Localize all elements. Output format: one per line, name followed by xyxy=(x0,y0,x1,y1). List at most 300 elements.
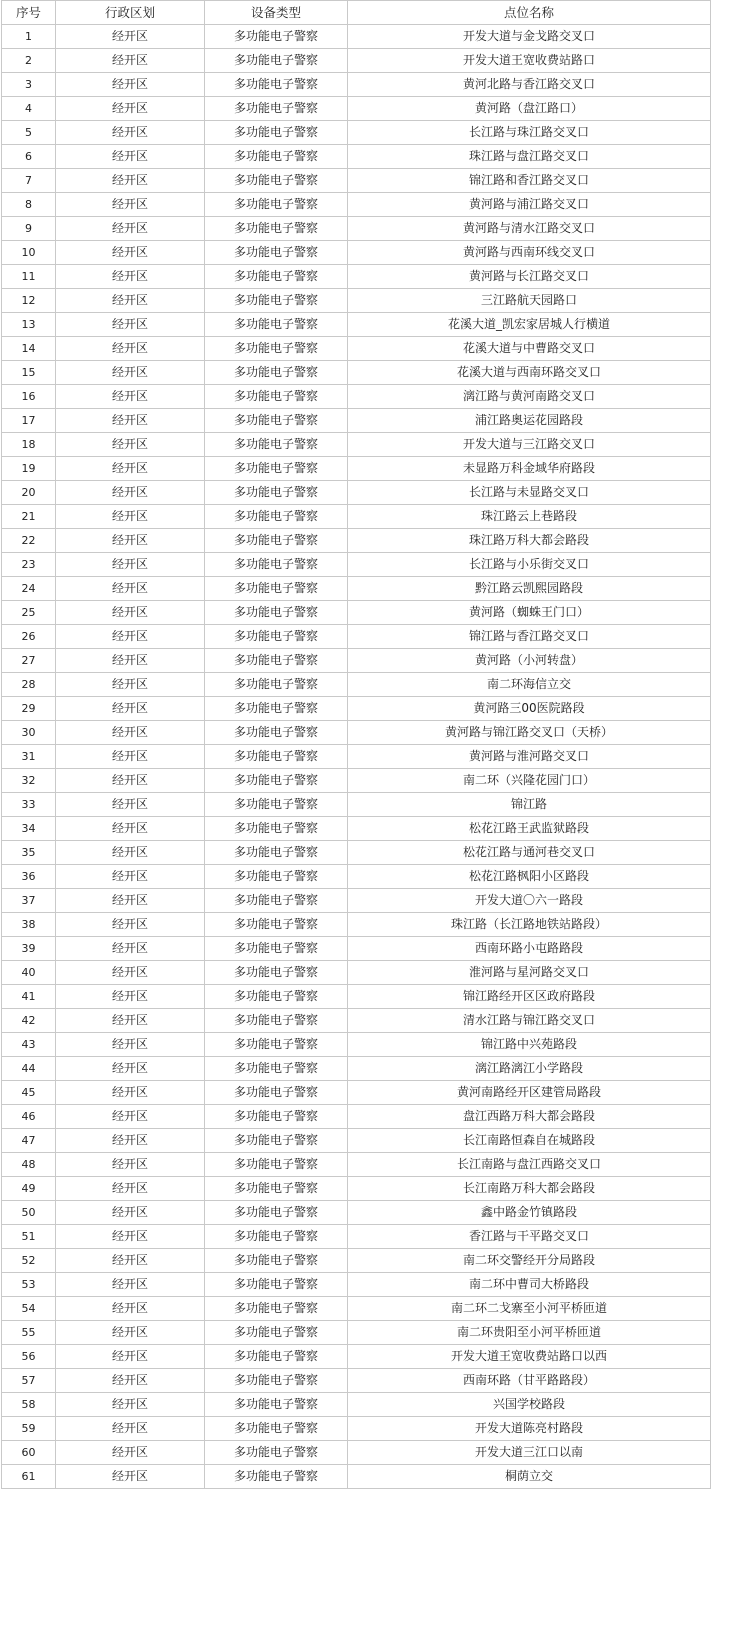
table-row xyxy=(2,1465,711,1489)
cell-location-name: 西南环路（甘平路路段） xyxy=(348,1369,711,1393)
cell-device-type: 多功能电子警察 xyxy=(205,769,348,793)
table-row xyxy=(2,601,711,625)
camera-location-table xyxy=(1,0,711,1489)
cell-district: 经开区 xyxy=(56,1297,205,1321)
cell-device-type: 多功能电子警察 xyxy=(205,193,348,217)
cell-location-name: 黄河路（盘江路口） xyxy=(348,97,711,121)
cell-location-name: 松花江路王武监狱路段 xyxy=(348,817,711,841)
cell-location-name: 南二环二戈寨至小河平桥匝道 xyxy=(348,1297,711,1321)
table-row xyxy=(2,385,711,409)
cell-serial-number: 37 xyxy=(2,889,56,913)
cell-location-name: 盘江西路万科大都会路段 xyxy=(348,1105,711,1129)
cell-device-type: 多功能电子警察 xyxy=(205,793,348,817)
cell-device-type: 多功能电子警察 xyxy=(205,817,348,841)
cell-serial-number: 25 xyxy=(2,601,56,625)
cell-location-name: 黄河南路经开区建管局路段 xyxy=(348,1081,711,1105)
cell-device-type: 多功能电子警察 xyxy=(205,1081,348,1105)
cell-serial-number: 11 xyxy=(2,265,56,289)
cell-district: 经开区 xyxy=(56,1345,205,1369)
cell-location-name: 锦江路和香江路交叉口 xyxy=(348,169,711,193)
cell-serial-number: 55 xyxy=(2,1321,56,1345)
table-row xyxy=(2,577,711,601)
cell-district: 经开区 xyxy=(56,1393,205,1417)
cell-serial-number: 48 xyxy=(2,1153,56,1177)
cell-location-name: 清水江路与锦江路交叉口 xyxy=(348,1009,711,1033)
cell-district: 经开区 xyxy=(56,889,205,913)
cell-serial-number: 8 xyxy=(2,193,56,217)
cell-location-name: 长江路与小乐街交叉口 xyxy=(348,553,711,577)
cell-serial-number: 57 xyxy=(2,1369,56,1393)
cell-serial-number: 17 xyxy=(2,409,56,433)
header-district: 行政区划 xyxy=(56,1,205,25)
cell-location-name: 浦江路奥运花园路段 xyxy=(348,409,711,433)
cell-serial-number: 51 xyxy=(2,1225,56,1249)
cell-location-name: 长江南路恒森自在城路段 xyxy=(348,1129,711,1153)
cell-district: 经开区 xyxy=(56,241,205,265)
cell-serial-number: 19 xyxy=(2,457,56,481)
table-row xyxy=(2,769,711,793)
cell-location-name: 锦江路中兴苑路段 xyxy=(348,1033,711,1057)
table-row xyxy=(2,241,711,265)
cell-serial-number: 28 xyxy=(2,673,56,697)
cell-location-name: 锦江路与香江路交叉口 xyxy=(348,625,711,649)
cell-location-name: 黄河路与长江路交叉口 xyxy=(348,265,711,289)
cell-district: 经开区 xyxy=(56,313,205,337)
cell-device-type: 多功能电子警察 xyxy=(205,25,348,49)
cell-serial-number: 56 xyxy=(2,1345,56,1369)
cell-location-name: 花溪大道与西南环路交叉口 xyxy=(348,361,711,385)
cell-location-name: 开发大道三江口以南 xyxy=(348,1441,711,1465)
cell-location-name: 花溪大道与中曹路交叉口 xyxy=(348,337,711,361)
table-row xyxy=(2,793,711,817)
table-row xyxy=(2,1129,711,1153)
cell-district: 经开区 xyxy=(56,625,205,649)
cell-location-name: 珠江路（长江路地铁站路段） xyxy=(348,913,711,937)
cell-serial-number: 4 xyxy=(2,97,56,121)
table-row xyxy=(2,937,711,961)
cell-location-name: 黄河路（小河转盘） xyxy=(348,649,711,673)
cell-district: 经开区 xyxy=(56,385,205,409)
table-row xyxy=(2,649,711,673)
cell-serial-number: 53 xyxy=(2,1273,56,1297)
cell-district: 经开区 xyxy=(56,1249,205,1273)
table-row xyxy=(2,433,711,457)
table-row xyxy=(2,1081,711,1105)
cell-district: 经开区 xyxy=(56,1465,205,1489)
cell-district: 经开区 xyxy=(56,265,205,289)
cell-location-name: 黄河路三00医院路段 xyxy=(348,697,711,721)
cell-location-name: 香江路与干平路交叉口 xyxy=(348,1225,711,1249)
cell-serial-number: 49 xyxy=(2,1177,56,1201)
cell-district: 经开区 xyxy=(56,1057,205,1081)
cell-serial-number: 35 xyxy=(2,841,56,865)
cell-device-type: 多功能电子警察 xyxy=(205,745,348,769)
table-body xyxy=(2,25,711,1489)
cell-device-type: 多功能电子警察 xyxy=(205,337,348,361)
cell-device-type: 多功能电子警察 xyxy=(205,1369,348,1393)
cell-device-type: 多功能电子警察 xyxy=(205,145,348,169)
table-row xyxy=(2,913,711,937)
cell-district: 经开区 xyxy=(56,961,205,985)
cell-location-name: 黄河北路与香江路交叉口 xyxy=(348,73,711,97)
cell-device-type: 多功能电子警察 xyxy=(205,313,348,337)
cell-district: 经开区 xyxy=(56,1201,205,1225)
cell-district: 经开区 xyxy=(56,25,205,49)
cell-location-name: 黄河路（蜘蛛王门口） xyxy=(348,601,711,625)
table-row xyxy=(2,745,711,769)
header-device-type: 设备类型 xyxy=(205,1,348,25)
cell-district: 经开区 xyxy=(56,1441,205,1465)
cell-device-type: 多功能电子警察 xyxy=(205,889,348,913)
cell-location-name: 西南环路小屯路路段 xyxy=(348,937,711,961)
cell-device-type: 多功能电子警察 xyxy=(205,937,348,961)
cell-district: 经开区 xyxy=(56,409,205,433)
table-row xyxy=(2,49,711,73)
cell-serial-number: 6 xyxy=(2,145,56,169)
cell-district: 经开区 xyxy=(56,769,205,793)
cell-district: 经开区 xyxy=(56,49,205,73)
cell-district: 经开区 xyxy=(56,361,205,385)
cell-device-type: 多功能电子警察 xyxy=(205,649,348,673)
cell-serial-number: 31 xyxy=(2,745,56,769)
cell-serial-number: 43 xyxy=(2,1033,56,1057)
cell-district: 经开区 xyxy=(56,985,205,1009)
cell-serial-number: 10 xyxy=(2,241,56,265)
cell-district: 经开区 xyxy=(56,553,205,577)
cell-device-type: 多功能电子警察 xyxy=(205,289,348,313)
cell-district: 经开区 xyxy=(56,1009,205,1033)
cell-district: 经开区 xyxy=(56,433,205,457)
cell-location-name: 兴国学校路段 xyxy=(348,1393,711,1417)
table-row xyxy=(2,1009,711,1033)
table-row xyxy=(2,169,711,193)
table-row xyxy=(2,1033,711,1057)
cell-device-type: 多功能电子警察 xyxy=(205,1297,348,1321)
cell-serial-number: 42 xyxy=(2,1009,56,1033)
cell-district: 经开区 xyxy=(56,1081,205,1105)
cell-location-name: 黔江路云凯熙园路段 xyxy=(348,577,711,601)
cell-device-type: 多功能电子警察 xyxy=(205,1057,348,1081)
table-row xyxy=(2,1201,711,1225)
cell-serial-number: 38 xyxy=(2,913,56,937)
cell-serial-number: 5 xyxy=(2,121,56,145)
table-row xyxy=(2,1249,711,1273)
table-row xyxy=(2,193,711,217)
cell-device-type: 多功能电子警察 xyxy=(205,97,348,121)
cell-district: 经开区 xyxy=(56,601,205,625)
cell-device-type: 多功能电子警察 xyxy=(205,1177,348,1201)
cell-device-type: 多功能电子警察 xyxy=(205,865,348,889)
cell-serial-number: 15 xyxy=(2,361,56,385)
table-row xyxy=(2,481,711,505)
cell-location-name: 鑫中路金竹镇路段 xyxy=(348,1201,711,1225)
cell-district: 经开区 xyxy=(56,793,205,817)
table-row xyxy=(2,1153,711,1177)
cell-location-name: 三江路航天园路口 xyxy=(348,289,711,313)
cell-district: 经开区 xyxy=(56,1369,205,1393)
cell-device-type: 多功能电子警察 xyxy=(205,961,348,985)
cell-location-name: 漓江路漓江小学路段 xyxy=(348,1057,711,1081)
table-row xyxy=(2,985,711,1009)
cell-device-type: 多功能电子警察 xyxy=(205,1465,348,1489)
cell-serial-number: 22 xyxy=(2,529,56,553)
cell-device-type: 多功能电子警察 xyxy=(205,481,348,505)
cell-device-type: 多功能电子警察 xyxy=(205,1273,348,1297)
cell-device-type: 多功能电子警察 xyxy=(205,1441,348,1465)
cell-serial-number: 50 xyxy=(2,1201,56,1225)
cell-district: 经开区 xyxy=(56,841,205,865)
cell-district: 经开区 xyxy=(56,697,205,721)
table-row xyxy=(2,505,711,529)
cell-serial-number: 33 xyxy=(2,793,56,817)
table-row xyxy=(2,265,711,289)
cell-district: 经开区 xyxy=(56,721,205,745)
cell-location-name: 黄河路与锦江路交叉口（天桥） xyxy=(348,721,711,745)
cell-district: 经开区 xyxy=(56,457,205,481)
cell-device-type: 多功能电子警察 xyxy=(205,1153,348,1177)
cell-device-type: 多功能电子警察 xyxy=(205,1345,348,1369)
cell-district: 经开区 xyxy=(56,865,205,889)
table-row xyxy=(2,1177,711,1201)
cell-serial-number: 46 xyxy=(2,1105,56,1129)
table-row xyxy=(2,1345,711,1369)
table-row xyxy=(2,673,711,697)
cell-device-type: 多功能电子警察 xyxy=(205,1033,348,1057)
cell-district: 经开区 xyxy=(56,649,205,673)
cell-district: 经开区 xyxy=(56,913,205,937)
cell-serial-number: 16 xyxy=(2,385,56,409)
table-row xyxy=(2,889,711,913)
table-row xyxy=(2,1393,711,1417)
table-row xyxy=(2,1441,711,1465)
cell-location-name: 松花江路与通河巷交叉口 xyxy=(348,841,711,865)
cell-location-name: 桐荫立交 xyxy=(348,1465,711,1489)
cell-device-type: 多功能电子警察 xyxy=(205,1393,348,1417)
cell-location-name: 珠江路云上巷路段 xyxy=(348,505,711,529)
table-row xyxy=(2,361,711,385)
cell-district: 经开区 xyxy=(56,121,205,145)
table-row xyxy=(2,145,711,169)
cell-device-type: 多功能电子警察 xyxy=(205,601,348,625)
cell-device-type: 多功能电子警察 xyxy=(205,553,348,577)
table-row xyxy=(2,865,711,889)
cell-serial-number: 26 xyxy=(2,625,56,649)
cell-serial-number: 2 xyxy=(2,49,56,73)
cell-serial-number: 27 xyxy=(2,649,56,673)
cell-district: 经开区 xyxy=(56,73,205,97)
cell-location-name: 珠江路万科大都会路段 xyxy=(348,529,711,553)
cell-device-type: 多功能电子警察 xyxy=(205,697,348,721)
cell-serial-number: 20 xyxy=(2,481,56,505)
table-row xyxy=(2,553,711,577)
table-row xyxy=(2,1297,711,1321)
cell-serial-number: 12 xyxy=(2,289,56,313)
table-row xyxy=(2,409,711,433)
cell-location-name: 长江路与珠江路交叉口 xyxy=(348,121,711,145)
cell-serial-number: 34 xyxy=(2,817,56,841)
cell-location-name: 黄河路与浦江路交叉口 xyxy=(348,193,711,217)
table-row xyxy=(2,1225,711,1249)
table-row xyxy=(2,817,711,841)
cell-serial-number: 23 xyxy=(2,553,56,577)
table-row xyxy=(2,121,711,145)
cell-location-name: 南二环（兴隆花园门口） xyxy=(348,769,711,793)
cell-district: 经开区 xyxy=(56,481,205,505)
cell-location-name: 黄河路与西南环线交叉口 xyxy=(348,241,711,265)
cell-device-type: 多功能电子警察 xyxy=(205,505,348,529)
cell-location-name: 花溪大道_凯宏家居城人行横道 xyxy=(348,313,711,337)
cell-serial-number: 7 xyxy=(2,169,56,193)
cell-district: 经开区 xyxy=(56,169,205,193)
table-row xyxy=(2,961,711,985)
header-serial-number: 序号 xyxy=(2,1,56,25)
cell-serial-number: 59 xyxy=(2,1417,56,1441)
cell-location-name: 开发大道〇六一路段 xyxy=(348,889,711,913)
table-row xyxy=(2,97,711,121)
table-row xyxy=(2,313,711,337)
cell-serial-number: 32 xyxy=(2,769,56,793)
cell-device-type: 多功能电子警察 xyxy=(205,1201,348,1225)
cell-device-type: 多功能电子警察 xyxy=(205,1009,348,1033)
cell-device-type: 多功能电子警察 xyxy=(205,1129,348,1153)
cell-device-type: 多功能电子警察 xyxy=(205,1321,348,1345)
table-row xyxy=(2,1273,711,1297)
table-row xyxy=(2,697,711,721)
cell-location-name: 开发大道与金戈路交叉口 xyxy=(348,25,711,49)
cell-location-name: 长江南路与盘江西路交叉口 xyxy=(348,1153,711,1177)
cell-device-type: 多功能电子警察 xyxy=(205,529,348,553)
cell-district: 经开区 xyxy=(56,217,205,241)
cell-location-name: 开发大道陈亮村路段 xyxy=(348,1417,711,1441)
cell-device-type: 多功能电子警察 xyxy=(205,625,348,649)
cell-district: 经开区 xyxy=(56,193,205,217)
cell-district: 经开区 xyxy=(56,577,205,601)
table-row xyxy=(2,1105,711,1129)
table-header-row xyxy=(2,1,711,25)
cell-location-name: 珠江路与盘江路交叉口 xyxy=(348,145,711,169)
cell-serial-number: 18 xyxy=(2,433,56,457)
cell-serial-number: 24 xyxy=(2,577,56,601)
cell-location-name: 开发大道王宽收费站路口 xyxy=(348,49,711,73)
cell-serial-number: 52 xyxy=(2,1249,56,1273)
cell-serial-number: 40 xyxy=(2,961,56,985)
cell-district: 经开区 xyxy=(56,1177,205,1201)
cell-serial-number: 36 xyxy=(2,865,56,889)
cell-device-type: 多功能电子警察 xyxy=(205,985,348,1009)
cell-device-type: 多功能电子警察 xyxy=(205,73,348,97)
cell-district: 经开区 xyxy=(56,1321,205,1345)
cell-serial-number: 21 xyxy=(2,505,56,529)
cell-location-name: 开发大道与三江路交叉口 xyxy=(348,433,711,457)
cell-serial-number: 3 xyxy=(2,73,56,97)
cell-district: 经开区 xyxy=(56,673,205,697)
cell-serial-number: 14 xyxy=(2,337,56,361)
header-location-name: 点位名称 xyxy=(348,1,711,25)
cell-location-name: 淮河路与星河路交叉口 xyxy=(348,961,711,985)
cell-device-type: 多功能电子警察 xyxy=(205,577,348,601)
cell-serial-number: 41 xyxy=(2,985,56,1009)
cell-device-type: 多功能电子警察 xyxy=(205,457,348,481)
cell-device-type: 多功能电子警察 xyxy=(205,1105,348,1129)
cell-location-name: 锦江路 xyxy=(348,793,711,817)
cell-device-type: 多功能电子警察 xyxy=(205,385,348,409)
cell-district: 经开区 xyxy=(56,745,205,769)
cell-device-type: 多功能电子警察 xyxy=(205,433,348,457)
table-row xyxy=(2,73,711,97)
cell-location-name: 长江路与未显路交叉口 xyxy=(348,481,711,505)
cell-serial-number: 61 xyxy=(2,1465,56,1489)
table-row xyxy=(2,841,711,865)
cell-location-name: 南二环交警经开分局路段 xyxy=(348,1249,711,1273)
table-row xyxy=(2,289,711,313)
cell-district: 经开区 xyxy=(56,1129,205,1153)
cell-device-type: 多功能电子警察 xyxy=(205,169,348,193)
cell-device-type: 多功能电子警察 xyxy=(205,265,348,289)
cell-location-name: 南二环海信立交 xyxy=(348,673,711,697)
cell-serial-number: 1 xyxy=(2,25,56,49)
cell-device-type: 多功能电子警察 xyxy=(205,49,348,73)
cell-location-name: 黄河路与清水江路交叉口 xyxy=(348,217,711,241)
cell-serial-number: 60 xyxy=(2,1441,56,1465)
cell-district: 经开区 xyxy=(56,505,205,529)
cell-serial-number: 44 xyxy=(2,1057,56,1081)
cell-device-type: 多功能电子警察 xyxy=(205,1249,348,1273)
cell-device-type: 多功能电子警察 xyxy=(205,217,348,241)
cell-location-name: 长江南路万科大都会路段 xyxy=(348,1177,711,1201)
cell-device-type: 多功能电子警察 xyxy=(205,841,348,865)
table-row xyxy=(2,529,711,553)
cell-location-name: 南二环贵阳至小河平桥匝道 xyxy=(348,1321,711,1345)
cell-serial-number: 39 xyxy=(2,937,56,961)
cell-location-name: 锦江路经开区区政府路段 xyxy=(348,985,711,1009)
cell-district: 经开区 xyxy=(56,289,205,313)
cell-location-name: 开发大道王宽收费站路口以西 xyxy=(348,1345,711,1369)
table-row xyxy=(2,1369,711,1393)
cell-serial-number: 13 xyxy=(2,313,56,337)
cell-district: 经开区 xyxy=(56,1105,205,1129)
cell-device-type: 多功能电子警察 xyxy=(205,241,348,265)
cell-serial-number: 58 xyxy=(2,1393,56,1417)
cell-district: 经开区 xyxy=(56,937,205,961)
cell-device-type: 多功能电子警察 xyxy=(205,913,348,937)
document-sheet xyxy=(1,0,710,1489)
table-row xyxy=(2,457,711,481)
cell-serial-number: 30 xyxy=(2,721,56,745)
table-row xyxy=(2,1321,711,1345)
cell-district: 经开区 xyxy=(56,1153,205,1177)
table-row xyxy=(2,721,711,745)
cell-serial-number: 45 xyxy=(2,1081,56,1105)
cell-location-name: 漓江路与黄河南路交叉口 xyxy=(348,385,711,409)
cell-serial-number: 29 xyxy=(2,697,56,721)
table-row xyxy=(2,1417,711,1441)
table-row xyxy=(2,25,711,49)
table-row xyxy=(2,217,711,241)
cell-device-type: 多功能电子警察 xyxy=(205,721,348,745)
table-row xyxy=(2,1057,711,1081)
cell-district: 经开区 xyxy=(56,817,205,841)
cell-device-type: 多功能电子警察 xyxy=(205,409,348,433)
cell-serial-number: 47 xyxy=(2,1129,56,1153)
cell-device-type: 多功能电子警察 xyxy=(205,361,348,385)
cell-district: 经开区 xyxy=(56,1225,205,1249)
cell-district: 经开区 xyxy=(56,97,205,121)
cell-district: 经开区 xyxy=(56,1273,205,1297)
cell-district: 经开区 xyxy=(56,1033,205,1057)
cell-device-type: 多功能电子警察 xyxy=(205,121,348,145)
cell-device-type: 多功能电子警察 xyxy=(205,1417,348,1441)
cell-location-name: 黄河路与淮河路交叉口 xyxy=(348,745,711,769)
